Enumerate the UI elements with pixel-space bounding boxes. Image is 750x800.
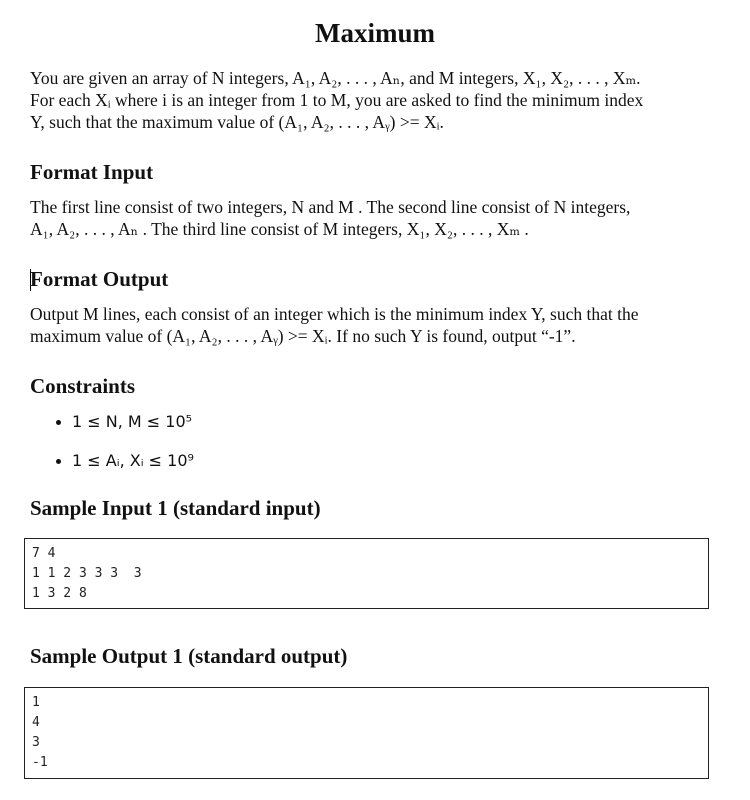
constraints-heading: Constraints: [30, 374, 136, 398]
problem-title: Maximum: [315, 18, 435, 48]
constraints-list: [56, 411, 194, 489]
sample-input-box: 7 4 1 1 2 3 3 3 3 1 3 2 8: [24, 538, 709, 609]
format-output-heading: Format Output: [30, 267, 169, 291]
format-input-text: [30, 196, 720, 240]
problem-statement: [30, 67, 720, 133]
statement-line-2: For each Xᵢ where i is an integer from 1 to M, you are asked to find the minimum index: [30, 90, 644, 110]
sample-output-box: 1 4 3 -1: [24, 687, 709, 779]
statement-line-3: Y, such that the maximum value of (A₁, A₂, . . . , Aᵧ) >= Xᵢ.: [30, 112, 444, 132]
sample-input-heading: Sample Input 1 (standard input): [30, 496, 321, 520]
format-input-line-2: A₁, A₂, . . . , Aₙ . The third line consist of M integers, X₁, X₂, . . . , Xₘ .: [30, 219, 529, 239]
format-input-line-1: The first line consist of two integers, N and M . The second line consist of N integers,: [30, 197, 631, 217]
format-output-line-1: Output M lines, each consist of an integer which is the minimum index Y, such that the: [30, 304, 639, 324]
sample-output-heading: Sample Output 1 (standard output): [30, 644, 348, 668]
format-output-text: [30, 303, 720, 347]
constraint-item: 1 ≤ N, M ≤ 10⁵: [56, 411, 194, 450]
constraint-item: 1 ≤ Aᵢ, Xᵢ ≤ 10⁹: [56, 450, 194, 489]
format-input-heading: Format Input: [30, 160, 154, 184]
statement-line-1: You are given an array of N integers, A₁, A₂, . . . , Aₙ, and M integers, X₁, X₂, . . . , Xₘ.: [30, 68, 641, 88]
format-output-line-2: maximum value of (A₁, A₂, . . . , Aᵧ) >= Xᵢ. If no such Y is found, output “-1”.: [30, 326, 576, 346]
